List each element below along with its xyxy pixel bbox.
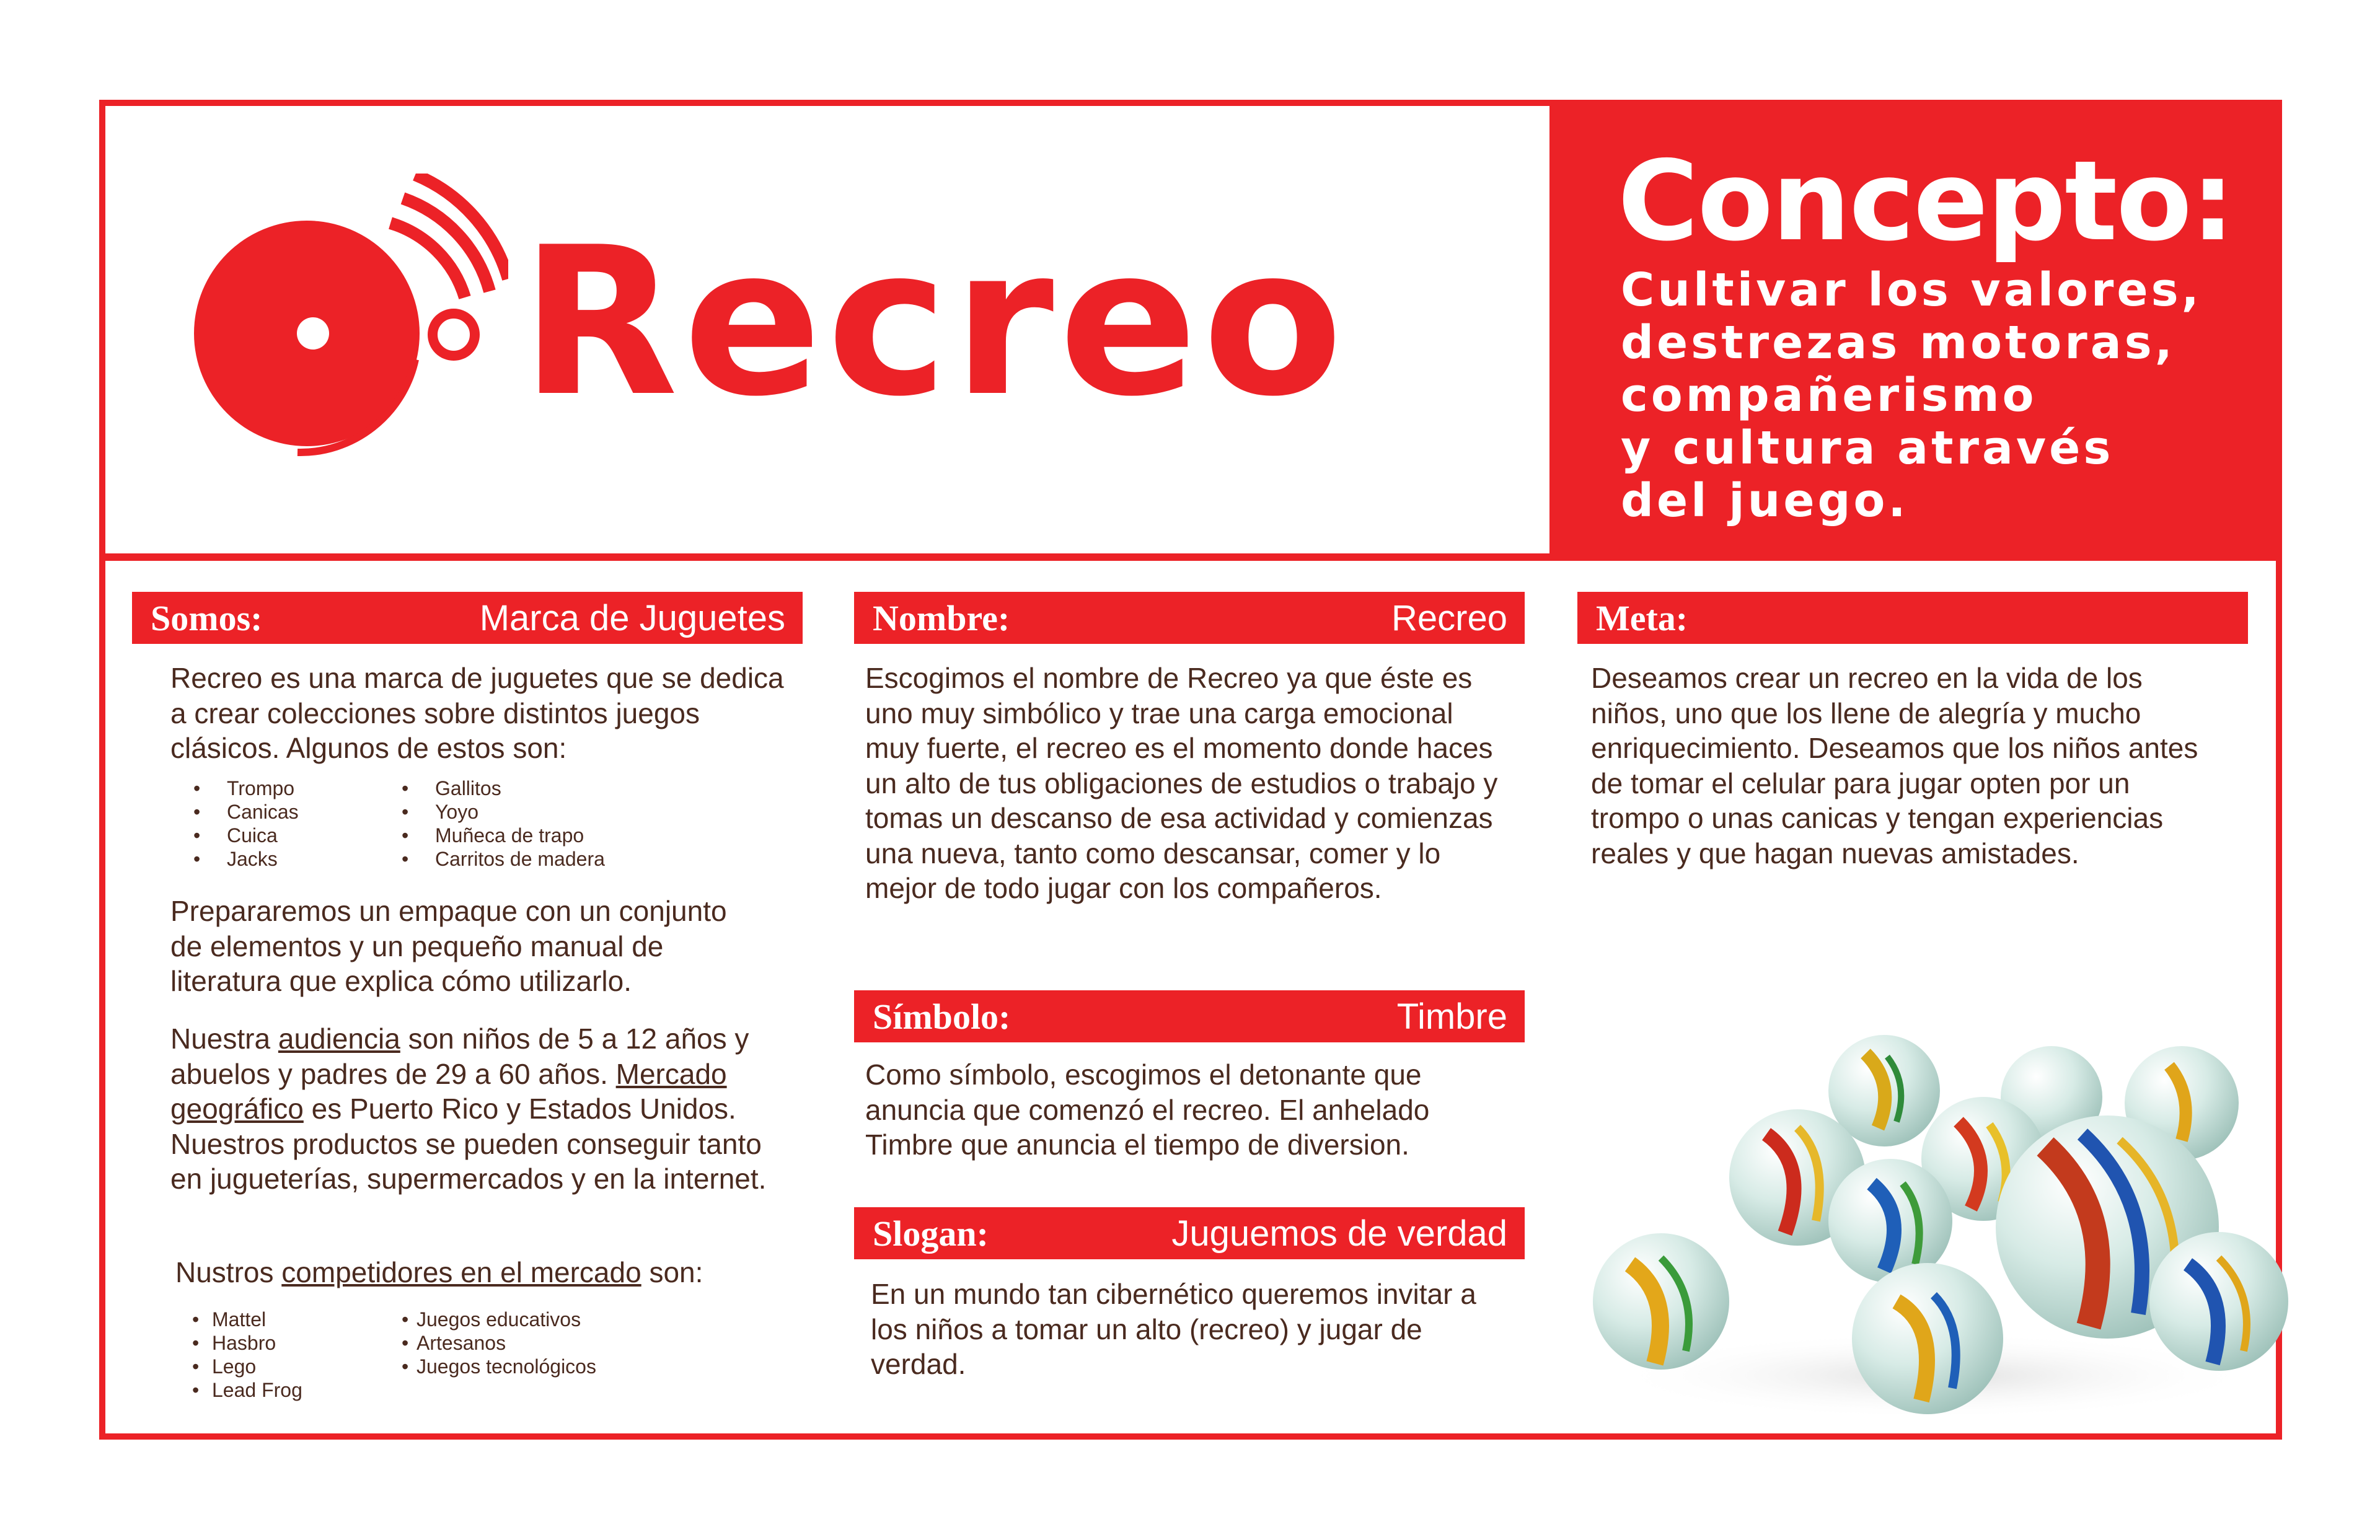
simbolo-bar xyxy=(854,990,1525,1042)
audience-link: audiencia xyxy=(278,1023,400,1055)
list-item: • Artesanos xyxy=(402,1331,596,1355)
audience-post: es Puerto Rico y Estados Unidos. Nuestros productos se pueden conseguir tanto en jugueterías, supermercados y en la internet. xyxy=(170,1093,767,1195)
list-item: • Juegos tecnológicos xyxy=(402,1355,596,1378)
brand-wordmark: Recreo xyxy=(521,203,1348,441)
nombre-text: Escogimos el nombre de Recreo ya que éste es uno muy simbólico y trae una carga emocional muy fuerte, el recreo es el momento donde haces un alto de tus obligaciones de estudios o trabajo y tomas un descanso de esa actividad y comienzas una nueva, tanto como descansar, comer y lo mejor de todo jugar con los compañeros. xyxy=(865,662,1498,904)
meta-label: Meta: xyxy=(1596,597,1688,638)
header-divider xyxy=(99,553,1556,561)
concept-title: Concepto: xyxy=(1618,137,2234,265)
bell-logo-icon xyxy=(186,174,508,471)
audience-mid: son niños de 5 a 12 años y abuelos y padres de 29 a 60 años. xyxy=(170,1023,749,1090)
list-item: • Muñeca de trapo xyxy=(402,824,605,847)
concept-text: Cultivar los valores, destrezas motoras, compañerismo y cultura através del juego. xyxy=(1621,263,2202,527)
nombre-label: Nombre: xyxy=(873,597,1010,638)
competitors-pre: Nustros xyxy=(175,1256,282,1288)
competitors-list-1 xyxy=(192,1308,302,1402)
list-item: • Gallitos xyxy=(402,777,605,800)
concept-panel xyxy=(1549,100,2282,561)
slogan-value: Juguemos de verdad xyxy=(1171,1213,1507,1254)
list-item: • Mattel xyxy=(192,1308,302,1331)
list-item: • Lego xyxy=(192,1355,302,1378)
nombre-bar xyxy=(854,592,1525,644)
slogan-label: Slogan: xyxy=(873,1213,989,1254)
simbolo-label: Símbolo: xyxy=(873,996,1011,1037)
simbolo-text: Como símbolo, escogimos el detonante que anuncia que comenzó el recreo. El anhelado Timbre que anuncia el tiempo de diversion. xyxy=(865,1058,1430,1161)
competitors-post: son: xyxy=(641,1256,703,1288)
market-link: Mercado geográfico xyxy=(170,1057,727,1125)
marbles-image xyxy=(1562,1004,2306,1425)
somos-intro: Recreo es una marca de juguetes que se dedica a crear colecciones sobre distintos juegos clásicos. Algunos de estos son: xyxy=(170,662,784,764)
somos-label: Somos: xyxy=(151,597,263,638)
audience-pre: Nuestra xyxy=(170,1023,278,1055)
meta-text: Deseamos crear un recreo en la vida de los niños, uno que los llene de alegría y mucho enriquecimiento. Deseamos que los niños antes de tomar el celular para jugar opten por un trompo o unas canicas y tengan experiencias reales y que hagan nuevas amistades. xyxy=(1591,662,2198,869)
list-item: • Trompo xyxy=(193,777,299,800)
package-text: Prepararemos un empaque con un conjunto de elementos y un pequeño manual de literatura que explica cómo utilizarlo. xyxy=(170,895,727,997)
list-item: • Carritos de madera xyxy=(402,847,605,871)
competitors-list-2 xyxy=(402,1308,596,1378)
audience-text xyxy=(170,1021,790,1197)
list-item: • Lead Frog xyxy=(192,1378,302,1402)
list-item: • Jacks xyxy=(193,847,299,871)
simbolo-value: Timbre xyxy=(1396,996,1507,1037)
list-item: • Cuica xyxy=(193,824,299,847)
competitors-heading xyxy=(175,1255,795,1290)
list-item: • Yoyo xyxy=(402,800,605,824)
games-list-1 xyxy=(193,777,299,871)
competitors-link: competidores en el mercado xyxy=(281,1256,641,1288)
nombre-value: Recreo xyxy=(1391,597,1507,638)
list-item: • Canicas xyxy=(193,800,299,824)
list-item: • Hasbro xyxy=(192,1331,302,1355)
slogan-bar xyxy=(854,1207,1525,1259)
games-list-2 xyxy=(402,777,605,871)
list-item: • Juegos educativos xyxy=(402,1308,596,1331)
somos-value: Marca de Juguetes xyxy=(479,597,785,638)
meta-bar xyxy=(1577,592,2248,644)
somos-bar xyxy=(132,592,803,644)
slogan-text: En un mundo tan cibernético queremos invitar a los niños a tomar un alto (recreo) y jugar de verdad. xyxy=(871,1278,1476,1380)
